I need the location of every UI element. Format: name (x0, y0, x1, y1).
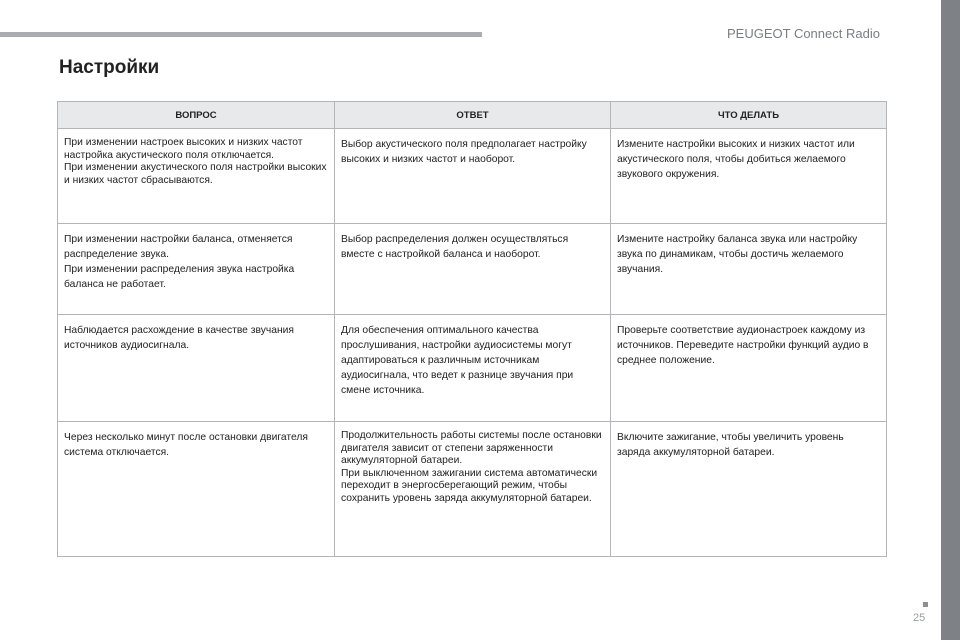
question-text: Через несколько минут после остановки двигателя система отключается. (64, 432, 308, 458)
table-row (58, 315, 887, 422)
action-text: Включите зажигание, чтобы увеличить уровень заряда аккумуляторной батареи. (617, 432, 844, 458)
table-row (58, 224, 887, 315)
answer-cell (335, 224, 611, 315)
action-cell (611, 129, 887, 224)
question-cell (58, 315, 335, 422)
table-header-row (58, 102, 887, 129)
action-text: Измените настройки высоких и низких частот или акустического поля, чтобы добиться желаемого звукового окружения. (617, 139, 855, 180)
action-cell (611, 315, 887, 422)
answer-text: При выключенном зажигании система автоматически переходит в энергосберегающий режим, чтобы сохранить уровень заряда аккумуляторной батареи. (341, 467, 598, 504)
question-text: При изменении настроек высоких и низких частот настройка акустического поля отключается. (64, 137, 303, 161)
question-text: При изменении акустического поля настройки высоких и низких частот сбрасываются. (64, 162, 327, 186)
action-text: Проверьте соответствие аудионастроек каждому из источников. Переведите настройки функций аудио в среднее положение. (617, 325, 869, 366)
answer-text: Выбор акустического поля предполагает настройку высоких и низких частот и наоборот. (341, 139, 587, 165)
column-header-question: ВОПРОС (58, 102, 335, 129)
question-cell (58, 129, 335, 224)
page-edge-bar (941, 0, 960, 640)
faq-table (57, 101, 887, 557)
answer-text: Выбор распределения должен осуществляться вместе с настройкой баланса и наоборот. (341, 234, 569, 260)
page-title: Настройки (59, 57, 160, 78)
answer-text: Продолжительность работы системы после остановки двигателя зависит от степени заряженности аккумуляторной батареи. (341, 430, 602, 466)
page-number: 25 (913, 612, 926, 624)
answer-text: Для обеспечения оптимального качества прослушивания, настройки аудиосистемы могут адаптироваться к различным источникам аудиосигнала, что ведет к разнице звучания при смене источника. (341, 325, 574, 396)
table-row (58, 422, 887, 557)
question-cell (58, 224, 335, 315)
action-cell (611, 224, 887, 315)
table-row (58, 129, 887, 224)
answer-cell (335, 129, 611, 224)
action-text: Измените настройку баланса звука или настройку звука по динамикам, чтобы достичь желаемого звучания. (617, 234, 858, 275)
question-text: Наблюдается расхождение в качестве звучания источников аудиосигнала. (64, 325, 294, 351)
header-rule (0, 32, 482, 37)
answer-cell (335, 315, 611, 422)
question-text: При изменении распределения звука настройка баланса не работает. (64, 264, 295, 290)
header-brand: PEUGEOT Connect Radio (727, 26, 880, 41)
column-header-answer: ОТВЕТ (335, 102, 611, 129)
action-cell (611, 422, 887, 557)
question-cell (58, 422, 335, 557)
answer-cell (335, 422, 611, 557)
column-header-action: ЧТО ДЕЛАТЬ (611, 102, 887, 129)
question-text: При изменении настройки баланса, отменяется распределение звука. (64, 234, 293, 260)
page-marker (923, 602, 928, 607)
